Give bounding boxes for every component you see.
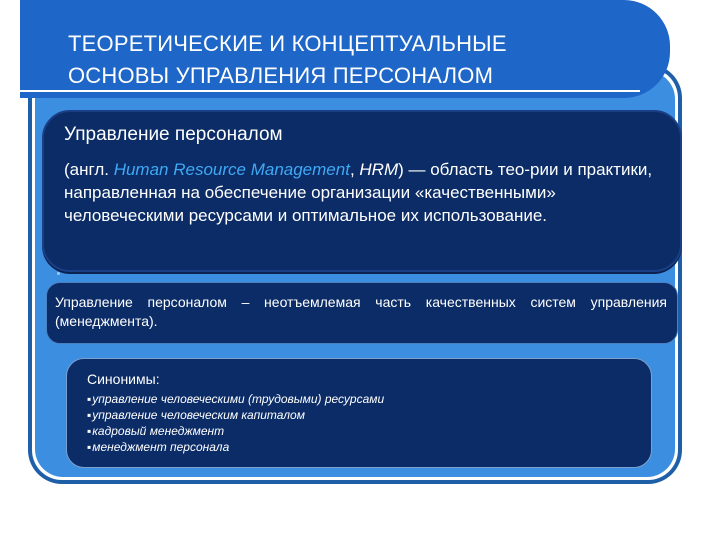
definition-abbr: HRM — [359, 160, 399, 179]
definition-prefix: (англ. — [64, 160, 114, 179]
synonym-item: ▪ управление человеческим капиталом — [87, 407, 384, 423]
synonyms-list — [87, 391, 384, 455]
slide-title-line-1: ТЕОРЕТИЧЕСКИЕ И КОНЦЕПТУАЛЬНЫЕ — [68, 31, 507, 56]
title-banner — [20, 0, 670, 98]
synonym-item: ▪ менеджмент персонала — [87, 439, 384, 455]
synonyms-title: Синонимы: — [87, 371, 160, 387]
title-underline — [0, 90, 640, 92]
bullet-dot — [57, 272, 60, 275]
slide-title — [68, 28, 668, 92]
management-note-box — [46, 282, 678, 344]
management-note-text: Управление персоналом – неотъемлемая часть качественных систем управления (менеджмента). — [55, 294, 667, 329]
synonym-item: ▪ кадровый менеджмент — [87, 423, 384, 439]
definition-term-en: Human Resource Management — [113, 160, 350, 179]
definition-text — [64, 158, 664, 227]
title-left-strip — [0, 0, 20, 98]
definition-box — [42, 110, 682, 272]
definition-rest: ) — область тео-рии и практики, направленная на обеспечение организации «качественными» человеческими ресурсами и оптимальное их использование. — [64, 160, 653, 225]
synonym-item: ▪ управление человеческими (трудовыми) ресурсами — [87, 391, 384, 407]
definition-heading: Управление персоналом — [64, 124, 283, 145]
slide-title-line-2: ОСНОВЫ УПРАВЛЕНИЯ ПЕРСОНАЛОМ — [68, 63, 494, 88]
definition-comma: , — [349, 160, 360, 179]
synonyms-box — [66, 358, 652, 468]
